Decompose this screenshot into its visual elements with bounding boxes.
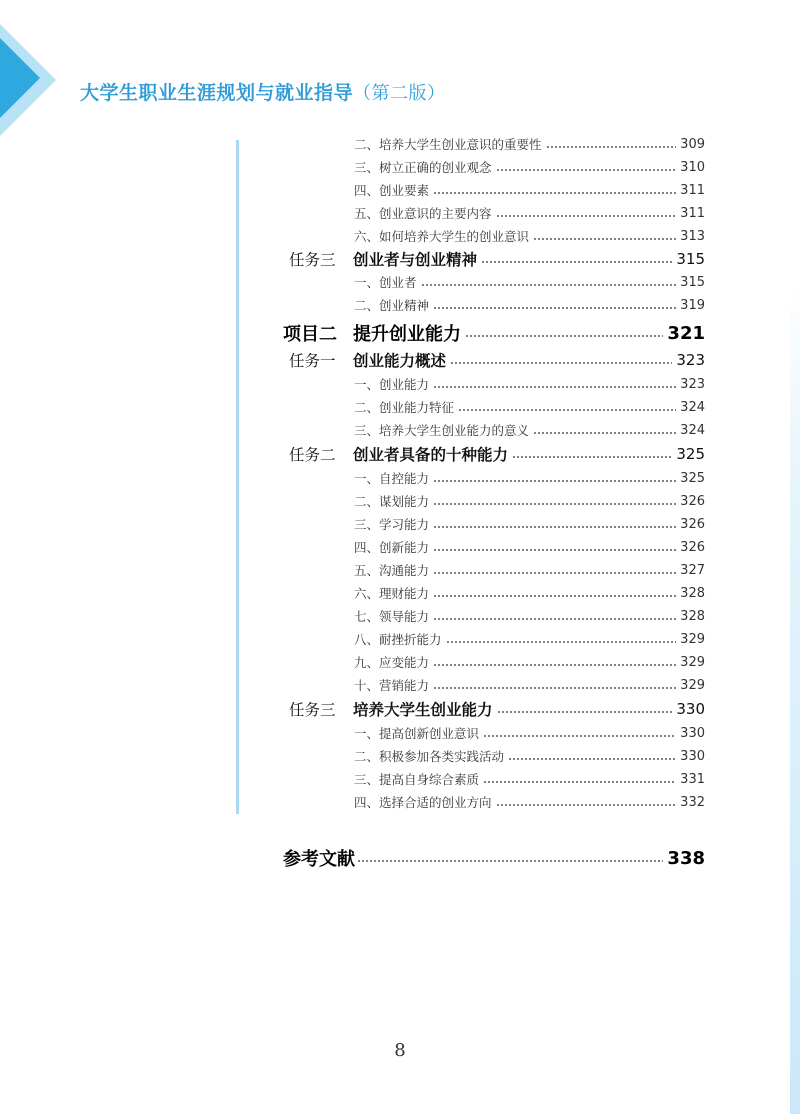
toc-entry-title: 一、提高创新创业意识	[354, 726, 480, 741]
toc-entry-page: 315	[680, 274, 705, 290]
dot-leader	[533, 432, 676, 434]
toc-entry-page: 330	[680, 748, 705, 764]
page-number: 8	[394, 1040, 406, 1061]
toc-entry-level3[interactable]	[354, 628, 705, 650]
dot-leader	[481, 261, 672, 263]
toc-entry-title: 五、沟通能力	[354, 563, 430, 578]
toc-entry-level3[interactable]	[354, 791, 705, 813]
toc-entry-level2[interactable]	[289, 248, 705, 270]
toc-entry-label	[354, 227, 529, 245]
toc-entry-level3[interactable]	[354, 605, 705, 627]
toc-entry-title: 一、创业能力	[354, 377, 430, 392]
toc-entry-page: 324	[680, 422, 705, 438]
toc-entry-label	[354, 135, 542, 153]
references-page: 338	[667, 847, 705, 869]
dot-leader	[433, 549, 676, 551]
toc-entry-title: 创业者与创业精神	[353, 251, 478, 269]
toc-entry-page: 332	[680, 794, 705, 810]
toc-entry-level3[interactable]	[354, 559, 705, 581]
toc-entry-label	[354, 181, 429, 199]
toc-entry-title: 三、提高自身综合素质	[354, 772, 480, 787]
dot-leader	[483, 781, 676, 783]
dot-leader	[433, 386, 676, 388]
toc-references-entry[interactable]	[283, 845, 705, 871]
toc-entry-number: 任务三	[289, 701, 336, 719]
toc-entry-page: 325	[676, 445, 705, 463]
toc-entry-label	[354, 653, 429, 671]
toc-entry-level3[interactable]	[354, 582, 705, 604]
toc-entry-page: 330	[680, 725, 705, 741]
toc-entry-label	[354, 158, 492, 176]
toc-entry-title: 八、耐挫折能力	[354, 632, 442, 647]
toc-entry-label	[354, 398, 454, 416]
toc-entry-level3[interactable]	[354, 271, 705, 293]
dot-leader	[508, 758, 676, 760]
dot-leader	[533, 238, 676, 240]
toc-entry-level2[interactable]	[289, 698, 705, 720]
dot-leader	[512, 456, 672, 458]
toc-entry-page: 323	[676, 351, 705, 369]
dot-leader	[433, 664, 676, 666]
toc-entry-title: 九、应变能力	[354, 655, 430, 670]
toc-entry-page: 331	[680, 771, 705, 787]
toc-entry-label	[283, 320, 461, 346]
toc-entry-number: 任务一	[289, 352, 336, 370]
dot-leader	[450, 362, 672, 364]
toc-entry-level1[interactable]	[283, 320, 705, 346]
toc-entry-page: 328	[680, 585, 705, 601]
toc-entry-page: 310	[680, 159, 705, 175]
dot-leader	[497, 711, 673, 713]
toc-entry-title: 二、创业能力特征	[354, 400, 455, 415]
dot-leader	[421, 284, 677, 286]
toc-entry-title: 提升创业能力	[353, 324, 461, 345]
toc-entry-label	[354, 584, 429, 602]
toc-entry-title: 三、学习能力	[354, 517, 430, 532]
toc-entry-number: 任务三	[289, 251, 336, 269]
toc-entry-label	[354, 561, 429, 579]
dot-leader	[433, 618, 676, 620]
toc-entry-label	[354, 421, 529, 439]
toc-entry-page: 326	[680, 493, 705, 509]
toc-entry-label	[354, 630, 442, 648]
dot-leader	[433, 526, 676, 528]
toc-entry-label	[354, 273, 417, 291]
toc-entry-title: 创业能力概述	[353, 352, 447, 370]
toc-entry-label	[354, 469, 429, 487]
toc-entry-label	[289, 443, 508, 465]
toc-entry-level3[interactable]	[354, 156, 705, 178]
toc-entry-level3[interactable]	[354, 745, 705, 767]
references-label: 参考文献	[283, 849, 355, 870]
toc-entry-page: 329	[680, 677, 705, 693]
toc-entry-page: 326	[680, 516, 705, 532]
dot-leader	[446, 641, 677, 643]
toc-entry-level3[interactable]	[354, 768, 705, 790]
toc-entry-label	[354, 724, 479, 742]
toc-entry-page: 327	[680, 562, 705, 578]
toc-entry-label	[354, 538, 429, 556]
dot-leader	[433, 687, 676, 689]
toc-entry-page: 328	[680, 608, 705, 624]
toc-entry-title: 三、树立正确的创业观念	[354, 160, 492, 175]
toc-entry-label	[289, 698, 493, 720]
dot-leader	[433, 503, 676, 505]
toc-entry-title: 四、创业要素	[354, 183, 430, 198]
toc-entry-label	[354, 607, 429, 625]
dot-leader	[433, 192, 676, 194]
toc-entry-label	[354, 676, 429, 694]
toc-entry-title: 六、如何培养大学生的创业意识	[354, 229, 530, 244]
dot-leader	[496, 169, 677, 171]
toc-entry-level3[interactable]	[354, 225, 705, 247]
toc-entry-page: 319	[680, 297, 705, 313]
toc-entry-page: 329	[680, 631, 705, 647]
toc-entry-level3[interactable]	[354, 133, 705, 155]
toc-entry-level3[interactable]	[354, 202, 705, 224]
toc-entry-level3[interactable]	[354, 513, 705, 535]
toc-entry-label	[354, 747, 504, 765]
toc-entry-label	[354, 375, 429, 393]
toc-entry-label	[289, 349, 446, 371]
dot-leader	[433, 572, 676, 574]
toc-entry-level3[interactable]	[354, 419, 705, 441]
dot-leader	[458, 409, 676, 411]
dot-leader	[465, 335, 663, 337]
toc-entry-level3[interactable]	[354, 536, 705, 558]
toc-entry-page: 326	[680, 539, 705, 555]
toc-entry-title: 六、理财能力	[354, 586, 430, 601]
toc-entry-page: 324	[680, 399, 705, 415]
toc-entry-number: 任务二	[289, 446, 336, 464]
toc-entry-title: 培养大学生创业能力	[353, 701, 493, 719]
dot-leader	[496, 215, 677, 217]
dot-leader	[496, 804, 677, 806]
dot-leader	[546, 146, 677, 148]
toc-entry-label	[354, 204, 492, 222]
book-title: 大学生职业生涯规划与就业指导	[80, 82, 354, 104]
book-edition: （第二版）	[353, 83, 446, 104]
toc-entry-level3[interactable]	[354, 179, 705, 201]
toc-entry-page: 321	[667, 322, 705, 344]
toc-entry-title: 四、选择合适的创业方向	[354, 795, 492, 810]
toc-entry-level3[interactable]	[354, 396, 705, 418]
toc-entry-title: 二、创业精神	[354, 298, 430, 313]
toc-entry-level3[interactable]	[354, 651, 705, 673]
toc-entry-level2[interactable]	[289, 349, 705, 371]
toc-entry-title: 十、营销能力	[354, 678, 430, 693]
toc-entry-title: 一、自控能力	[354, 471, 430, 486]
toc-entry-page: 325	[680, 470, 705, 486]
toc-entry-page: 313	[680, 228, 705, 244]
toc-entry-page: 311	[680, 182, 705, 198]
toc-entry-page: 311	[680, 205, 705, 221]
toc-entry-label	[289, 248, 477, 270]
toc-entry-title: 四、创新能力	[354, 540, 430, 555]
toc-entry-label	[354, 492, 429, 510]
toc-entry-page: 309	[680, 136, 705, 152]
toc-entry-level3[interactable]	[354, 674, 705, 696]
toc-entry-level3[interactable]	[354, 722, 705, 744]
toc-entry-title: 五、创业意识的主要内容	[354, 206, 492, 221]
toc-entry-label	[354, 793, 492, 811]
toc-entry-title: 一、创业者	[354, 275, 417, 290]
toc-entry-title: 二、积极参加各类实践活动	[354, 749, 505, 764]
toc-entry-title: 创业者具备的十种能力	[353, 446, 509, 464]
toc-entry-level2[interactable]	[289, 443, 705, 465]
toc-entry-label	[354, 515, 429, 533]
dot-leader	[433, 307, 676, 309]
toc-entry-page: 315	[676, 250, 705, 268]
toc-entry-level3[interactable]	[354, 294, 705, 316]
toc-entry-title: 三、培养大学生创业能力的意义	[354, 423, 530, 438]
dot-leader	[357, 860, 663, 862]
toc-entry-level3[interactable]	[354, 467, 705, 489]
toc-entry-page: 329	[680, 654, 705, 670]
toc-entry-label	[354, 296, 429, 314]
toc-entry-level3[interactable]	[354, 490, 705, 512]
toc-entry-level3[interactable]	[354, 373, 705, 395]
toc-entry-number: 项目二	[283, 324, 337, 345]
dot-leader	[483, 735, 676, 737]
toc-entry-title: 二、谋划能力	[354, 494, 430, 509]
toc-entry-title: 七、领导能力	[354, 609, 430, 624]
toc-entry-page: 330	[676, 700, 705, 718]
toc-entry-label	[354, 770, 479, 788]
toc-entry-title: 二、培养大学生创业意识的重要性	[354, 137, 542, 152]
toc-entry-page: 323	[680, 376, 705, 392]
dot-leader	[433, 480, 676, 482]
dot-leader	[433, 595, 676, 597]
